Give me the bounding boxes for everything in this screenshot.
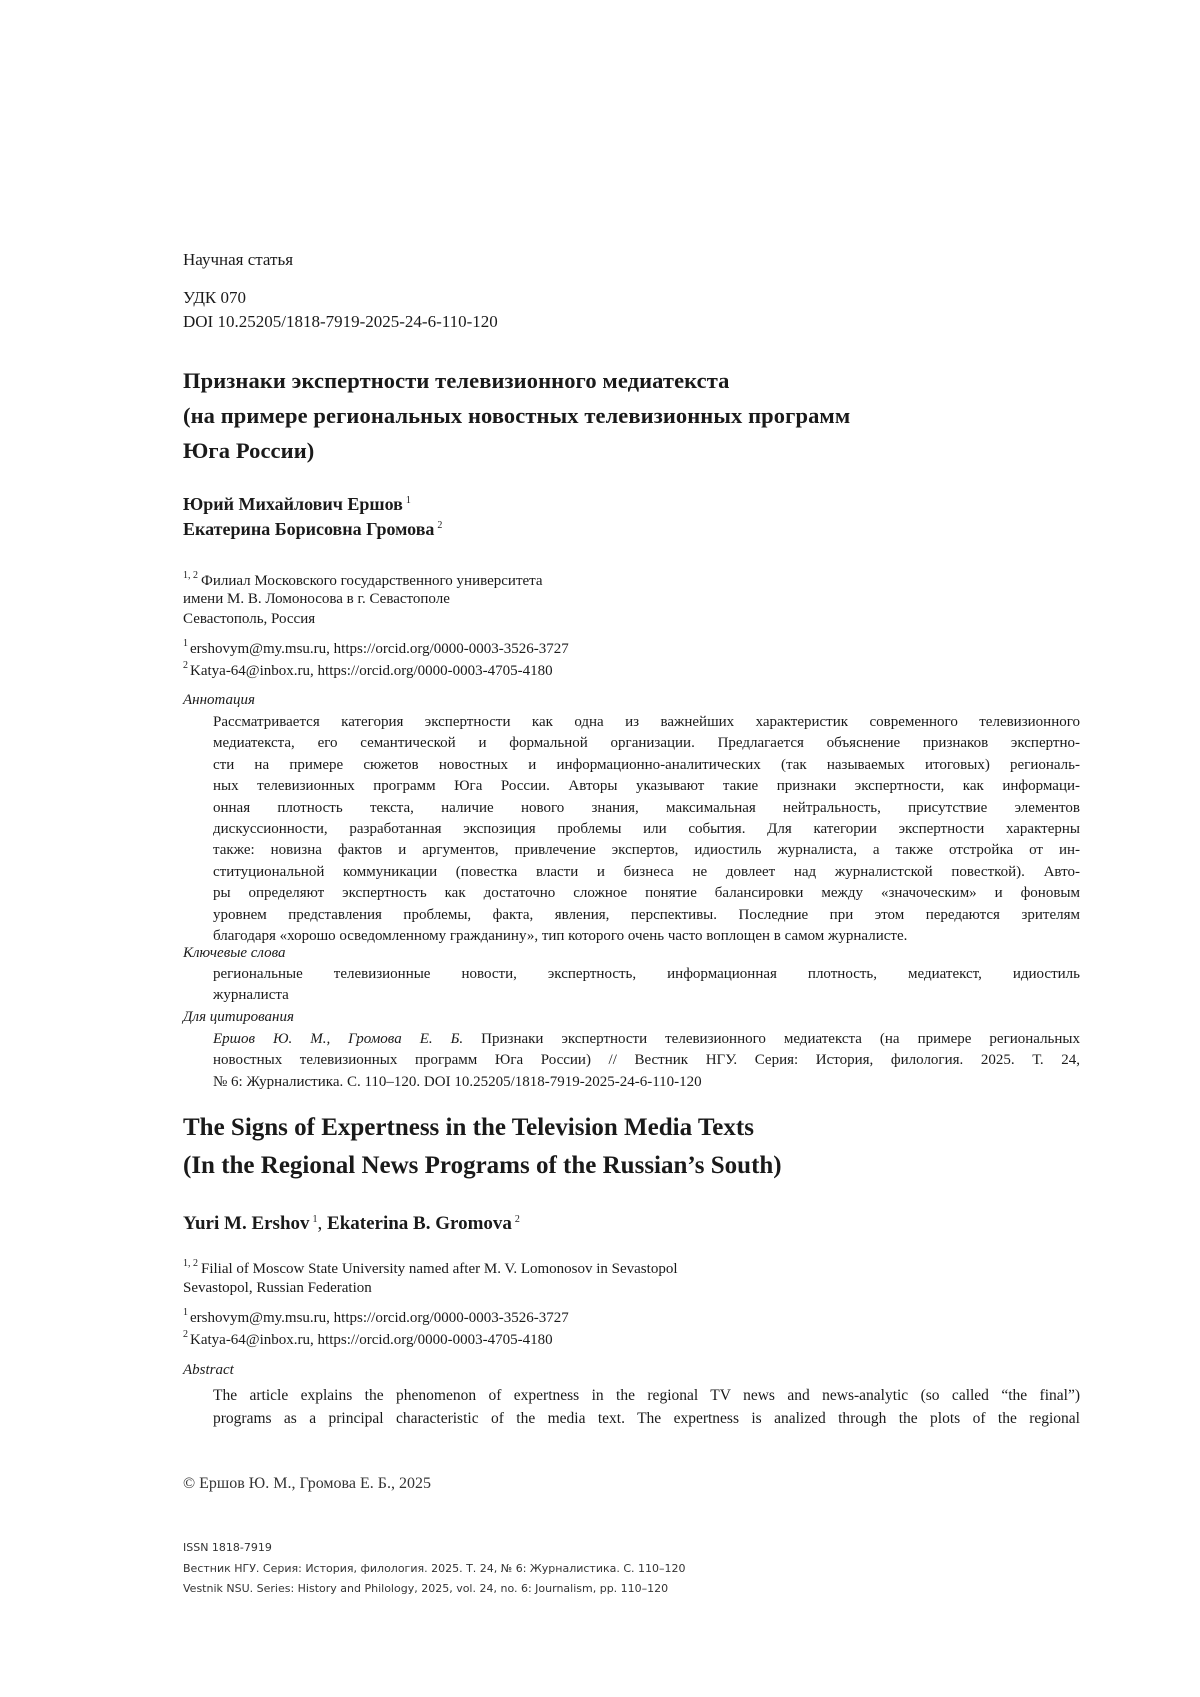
- email-sup: 2: [183, 1329, 188, 1340]
- affiliation-line: имени М. В. Ломоносова в г. Севастополе: [183, 591, 450, 608]
- ru-email-2: [183, 660, 553, 680]
- udk: УДК 070: [183, 288, 246, 308]
- affiliation-line: Filial of Moscow State University named after M. V. Lomonosov in Sevastopol: [201, 1261, 677, 1277]
- author-sup: 1: [313, 1214, 318, 1225]
- abstract-line: ституциональной коммуникации (повестка власти и бизнеса не довлеет над журналистской повесткой). Авто-: [213, 862, 1080, 883]
- issn: ISSN 1818-7919: [183, 1541, 272, 1554]
- abstract-line: Рассматривается категория экспертности как одна из важнейших характеристик современного телевизионного: [213, 712, 1080, 733]
- ru-abstract-label: Аннотация: [183, 692, 255, 709]
- email-sup: 1: [183, 1307, 188, 1318]
- abstract-line: сти на примере сюжетов новостных и информационно-аналитических (так называемых итоговых) региональ-: [213, 755, 1080, 776]
- en-email-1: [183, 1307, 569, 1327]
- author-sup: 2: [437, 520, 442, 531]
- ru-author: [183, 519, 442, 540]
- abstract-line: онная плотность текста, наличие нового знания, максимальная нейтральность, присутствие элементов: [213, 798, 1080, 819]
- ru-title-line: Юга России): [183, 438, 314, 464]
- affiliation-sup: 1, 2: [183, 1258, 198, 1269]
- ru-author: [183, 494, 411, 515]
- ru-title-line: Признаки экспертности телевизионного медиатекста: [183, 368, 730, 394]
- affiliation-line: Филиал Московского государственного университета: [201, 573, 543, 589]
- author-name: Екатерина Борисовна Громова: [183, 519, 434, 539]
- email-sup: 1: [183, 638, 188, 649]
- abstract-line: благодаря «хорошо осведомленному гражданину», тип которого очень часто воплощен в самом журналисте.: [213, 926, 1080, 947]
- email-link[interactable]: ershovym@my.msu.ru, https://orcid.org/0000-0003-3526-3727: [190, 1310, 569, 1326]
- copyright: © Ершов Ю. М., Громова Е. Б., 2025: [183, 1475, 431, 1493]
- ru-citation: [213, 1029, 1080, 1093]
- author-name: Yuri M. Ershov: [183, 1213, 310, 1234]
- article-type: Научная статья: [183, 250, 293, 270]
- email-link[interactable]: Katya-64@inbox.ru, https://orcid.org/0000-0003-4705-4180: [190, 1332, 553, 1348]
- en-authors: Yuri M. Ershov 1, Ekaterina B. Gromova 2: [183, 1213, 520, 1235]
- abstract-line: programs as a principal characteristic of the media text. The expertness is analized through the plots of the regional: [213, 1407, 1080, 1430]
- affiliation-line: Sevastopol, Russian Federation: [183, 1280, 372, 1297]
- abstract-line: The article explains the phenomenon of expertness in the regional TV news and news-analytic (so called “the final”): [213, 1384, 1080, 1407]
- abstract-line: уровнем представления проблемы, факта, явления, перспективы. Последние при этом передаются зрителям: [213, 905, 1080, 926]
- abstract-line: также: новизна фактов и аргументов, привлечение экспертов, идиостиль журналиста, а также отстройка от ин-: [213, 840, 1080, 861]
- en-title-line: (In the Regional News Programs of the Russian’s South): [183, 1152, 782, 1180]
- keywords-line: региональные телевизионные новости, экспертность, информационная плотность, медиатекст, идиостиль: [213, 964, 1080, 985]
- journal-en: Vestnik NSU. Series: History and Philology, 2025, vol. 24, no. 6: Journalism, pp. 110–120: [183, 1582, 668, 1595]
- citation-text: Признаки экспертности телевизионного медиатекста (на примере региональных: [463, 1031, 1080, 1047]
- abstract-line: дискуссионности, разработанная экспозиция проблемы или события. Для категории экспертности характерны: [213, 819, 1080, 840]
- affiliation-line: Севастополь, Россия: [183, 611, 315, 628]
- email-sup: 2: [183, 660, 188, 671]
- journal-ru: Вестник НГУ. Серия: История, филология. 2025. Т. 24, № 6: Журналистика. С. 110–120: [183, 1562, 686, 1575]
- email-link[interactable]: Katya-64@inbox.ru, https://orcid.org/0000-0003-4705-4180: [190, 663, 553, 679]
- citation-authors: Ершов Ю. М., Громова Е. Б.: [213, 1031, 463, 1047]
- ru-abstract: [213, 712, 1080, 947]
- doi: DOI 10.25205/1818-7919-2025-24-6-110-120: [183, 312, 498, 332]
- en-abstract: [213, 1384, 1080, 1430]
- en-title-line: The Signs of Expertness in the Television Media Texts: [183, 1114, 754, 1142]
- affiliation-sup: 1, 2: [183, 570, 198, 581]
- abstract-line: медиатекста, его семантической и формальной организации. Предлагается объяснение признаков экспертно-: [213, 733, 1080, 754]
- ru-citation-label: Для цитирования: [183, 1009, 294, 1026]
- author-sup: 2: [515, 1214, 520, 1225]
- citation-line: [213, 1029, 1080, 1050]
- citation-line: № 6: Журналистика. С. 110–120. DOI 10.25205/1818-7919-2025-24-6-110-120: [213, 1072, 1080, 1093]
- keywords-line: журналиста: [213, 985, 1080, 1006]
- en-email-2: [183, 1329, 553, 1349]
- author-name: Ekaterina B. Gromova: [327, 1213, 512, 1234]
- abstract-line: ры определяют экспертность как достаточно сложное понятие балансировки между «значоческим» и фоновым: [213, 883, 1080, 904]
- ru-affiliation: [183, 570, 543, 590]
- ru-keywords-label: Ключевые слова: [183, 945, 286, 962]
- author-sup: 1: [406, 495, 411, 506]
- ru-keywords: [213, 964, 1080, 1007]
- ru-email-1: [183, 638, 569, 658]
- author-name: Юрий Михайлович Ершов: [183, 494, 403, 514]
- en-affiliation: [183, 1258, 677, 1278]
- citation-line: новостных телевизионных программ Юга России) // Вестник НГУ. Серия: История, филология. 2025. Т. 24,: [213, 1050, 1080, 1071]
- email-link[interactable]: ershovym@my.msu.ru, https://orcid.org/0000-0003-3526-3727: [190, 641, 569, 657]
- ru-title-line: (на примере региональных новостных телевизионных программ: [183, 403, 850, 429]
- abstract-line: ных телевизионных программ Юга России. Авторы указывают такие признаки экспертности, как информаци-: [213, 776, 1080, 797]
- en-abstract-label: Abstract: [183, 1362, 234, 1379]
